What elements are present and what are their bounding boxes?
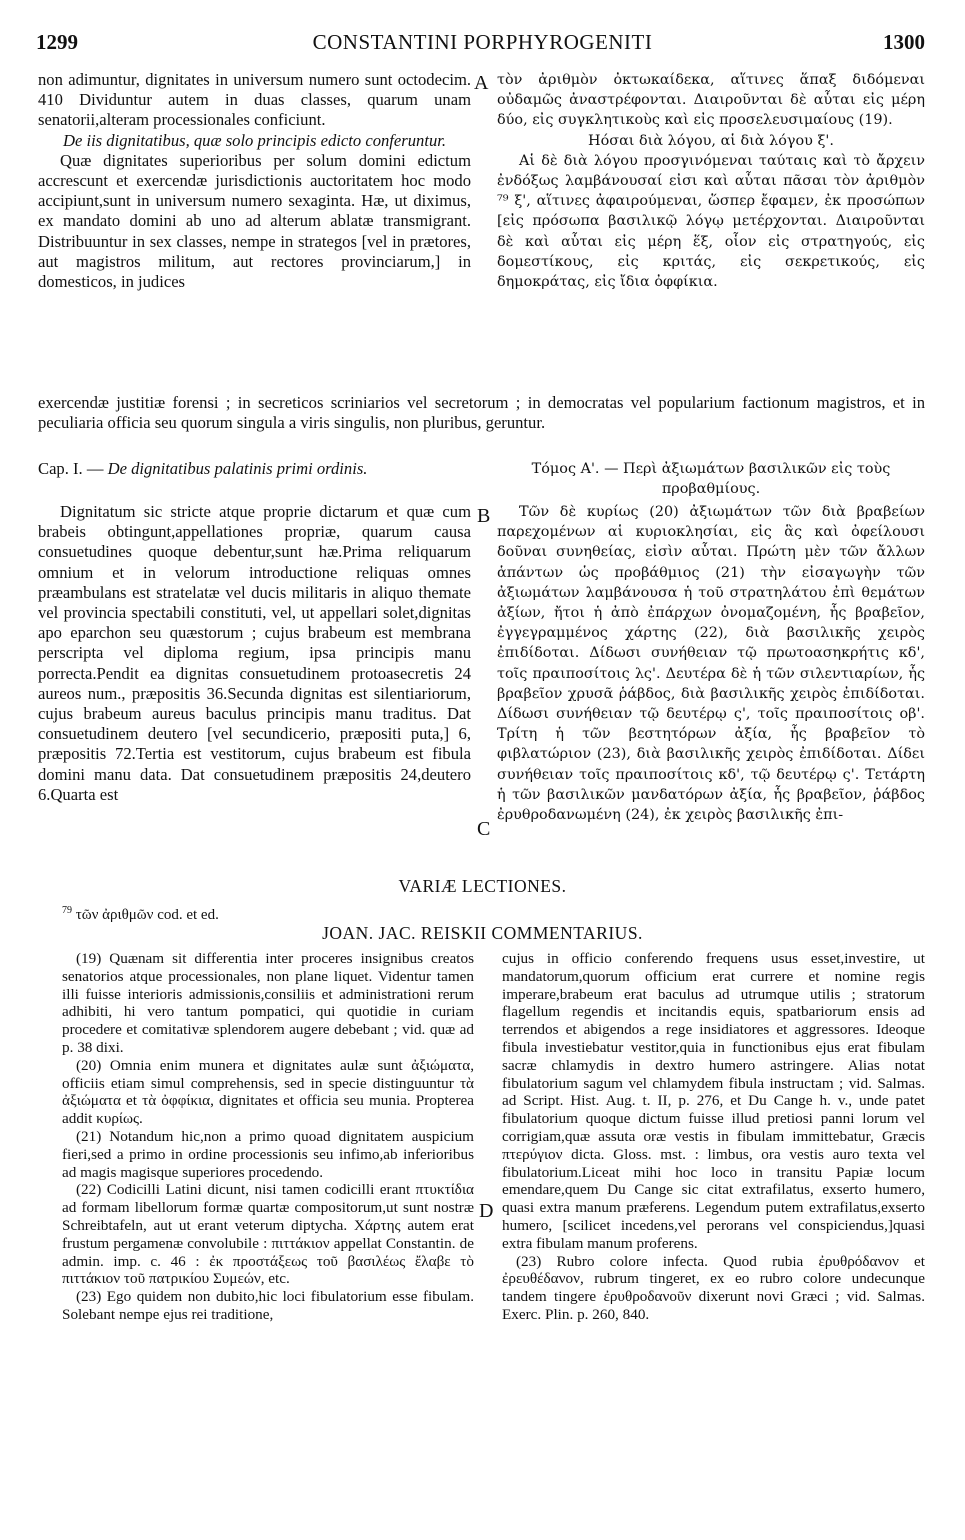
commentary-note-20: (20) Omnia enim munera et dignitates aulæ sunt ἀξιώματα, officiis etiam simul comprehensis, sed in specie distinguuntur τὰ ἀξιώματα et τὰ ὀφφίκια, dignitates et officia seu munia. Propterea addit κυρίως.	[62, 1056, 474, 1128]
latin-chapter-text: Dignitatum sic stricte atque proprie dictarum et quæ cum brabeis obtingunt,appellationes propriæ, quarum causa consuetudines quoque debentur,sunt hæ.Prima reliquarum omnium et in velorum introductione reliquas omnes præambulans est stratelatæ vel ducis militaris in aliquo themate vel provincia spectabili constituti, vel, ut appellari solet,dignitas apo eparchon seu quæstorum ; cujus brabeum est membrana perscripta vel diploma regium, ipsa principis manu porrecta.Pendit ea dignitas consuetudinem protoasecretis 24 aureos num., præpositis 36.Secunda dignitas est silentiariorum, cujus brabeum aureus baculus principis manu traditus. Dat consuetudinem deutero [vel secundicerio, præpositi puta,] 6, præpositis 72.Tertia est vestitorum, cujus brabeum est fibula domini manu data. Dat consuetudinem præpositis 24,deutero 6.Quarta est	[38, 502, 471, 804]
latin-column-top	[38, 70, 471, 292]
greek-column-middle	[497, 502, 925, 825]
section-marker-c: C	[477, 818, 491, 840]
chapter-title-latin: De dignitatibus palatinis primi ordinis.	[107, 459, 368, 478]
footnote-79	[62, 905, 219, 924]
footnote-number: 79	[62, 905, 72, 916]
commentary-note-19: (19) Quænam sit differentia inter proceres insignibus creatos senatorios atque processionales, non plane liquet. Videntur tamen illi fuisse interioris admissionis,consiliis et administrationi rerum adhibiti, hi vero tantum pompatici, qui quotidie in curiam procedere et comitativæ splendorem augere debebant ; vid. quæ ad p. 38 dixi.	[62, 950, 474, 1056]
latin-paragraph-1: non adimuntur, dignitates in universum numero sunt octodecim. 410 Dividuntur autem in duas classes, quarum unam senatorii,alteram processionales conficiunt.	[38, 70, 471, 130]
latin-full-width-paragraph	[38, 393, 925, 433]
commentary-heading: JOAN. JAC. REISKII COMMENTARIUS.	[322, 923, 643, 943]
latin-column-middle	[38, 502, 471, 805]
page-number-right: 1300	[883, 30, 925, 54]
chapter-prefix: Cap. I. —	[38, 459, 108, 478]
commentary-left-column	[62, 950, 474, 1324]
page-number-left: 1299	[36, 30, 78, 54]
section-marker-a: A	[474, 72, 489, 94]
greek-section-heading: Ηόσαι διὰ λόγου, αἱ διὰ λόγου ξ'.	[588, 132, 834, 149]
greek-chapter-text: Τῶν δὲ κυρίως (20) ἀξιωμάτων τῶν διὰ βραβείων παρεχομένων αἱ κυριοκλησίαι, εἰς ἃς καὶ ὀφείλουσι δοῦναι συνηθείας, εἰσὶν αὗται. Πρώτη μὲν τῶν ἄλλων ἁπάντων ὡς προβάθμιος (21) τὴν εἰσαγωγὴν τῶν ἀξιωμάτων λαμβάνουσα ἡ τοῦ στρατηλάτου ἐπὶ θεμάτων ἀξίων, ἤτοι ἡ ἀπὸ ἐπάρχων ὀνομαζομένη, ἧς βραβεῖον, ἐγγεγραμμένος χάρτης (22), διὰ βασιλικῆς χειρὸς ἐπιδίδοται. Δίδωσι συνήθειαν τῷ πρωτοασηκρήτις κδ', τοῖς πραιποσίτοις λς'. Δευτέρα δὲ ἡ τῶν σιλεντιαρίων, ἧς βραβεῖον χρυσᾶ ῥάβδος, διὰ βασιλικῆς χειρὸς ἐπιδίδοται. Δίδωσι συνήθειαν τῷ δευτέρῳ ς', τοῖς πραιποσίτοις οβ'. Τρίτη ἡ τῶν βεστητόρων ἀξία, ἧς βραβεῖον τὸ φιβλατώριον (23), διὰ βασιλικῆς χειρὸς ἐπιδίδοται. Δίδει συνήθειαν τοῖς πραιποσίτοις κδ', τῷ δευτέρῳ ς'. Τετάρτη ἡ τῶν βασιλικῶν μανδατόρων ἀξία, ἧς βραβεῖον, ῥάβδος ἐρυθροδανωμένη (24), ἐκ χειρὸς βασιλικῆς ἐπι-	[497, 504, 925, 824]
latin-paragraph-2: Quæ dignitates superioribus per solum domini edictum accrescunt et exercendæ jurisdictionis auctoritatem hoc modo accipiunt,sunt in universum numero sexaginta. Hæ, ut diximus, ex mandato domini ab uno ad alterum ablatæ transmigrant. Distribuuntur in sex classes, nempe in strategos [vel in prætores, aut magistros militum, aut rectores provinciarum,] in domesticos, in judices	[38, 150, 471, 292]
greek-paragraph-1: τὸν ἀριθμὸν ὀκτωκαίδεκα, αἵτινες ἅπαξ διδόμεναι οὐδαμῶς ἀναστρέφονται. Διαιροῦνται δὲ αὗται εἰς μέρη δύο, εἰς συγκλητικοὺς καὶ εἰς προσελευσιμαίους (19).	[497, 72, 925, 129]
commentary-note-22: (22) Codicilli Latini dicunt, nisi tamen codicilli erant πτυκτίδια ad formam libellorum formæ quartæ compositorum,ut sunt nostræ Schreibtafeln, aut ut erant veterum diptycha. Χάρτης autem erat frustum pergamenæ convolubile : πιττάκιον appellat Constantin. de admin. imp. c. 46 : ἐκ προστάξεως τοῦ βασιλέως ἔλαβε τὸ πιττάκιον τοῦ πατρικίου Συμεών, etc.	[62, 1181, 474, 1288]
commentary-note-23-continued: cujus in officio conferendo frequens usus esset,investire, ut mandatorum,quorum officium erat currere et nomine regis imperare,brabeum erat baculus ad utrumque utilis ; stratorum flagellum regendis et incitandis equis, spatbariorum ensis ad terrendos et abigendos a rege insidiatores et aggressores. Ideoque fibula investiebatur vestitor,quia in functionibus ejus erat fibulam sacræ chlamydis in dextro humero astringere. Alias notat fibulatorium sagum vel chlamydem fibula instructam ; vid. Salmas. ad Script. Hist. Aug. t. II, p. 276, et Du Cange h. v., unde patet fibulatorium quoque dictum fuisse illud pretiosi panni lorum vel corrigiam,quæ assuta oræ vestis in fibulam immittebatur, Græcis πτερύγιον dicta. Gloss. mst. : limbus, ora vestis auro texta vel fibulatorium.Liceat mihi hoc loco in transitu Papiæ locum emendare,quem Du Cange sic citat extrafilatus, exserto humero, quasi extra manum præferens. Legendum putem extrafilatus,exserto humero, [scilicet incedens,vel perorans vel conspiciendus,]quasi extra fibulam manum proferens.	[502, 950, 925, 1252]
section-marker-b: B	[477, 505, 491, 527]
variae-lectiones-heading: VARIÆ LECTIONES.	[398, 876, 567, 896]
commentary-note-23b: (23) Rubro colore infecta. Quod rubia ἐρυθρόδανον et ἐρευθέδανον, rubrum tingeret, ex eo rubro colore undecunque tandem tingere ἐρυθροδανοῦν dixerunt novi Græci ; vid. Salmas. Exerc. Plin. p. 260, 840.	[502, 1252, 925, 1323]
footnote-text: τῶν ἀριθμῶν cod. et ed.	[75, 907, 219, 923]
greek-paragraph-2: Αἱ δὲ διὰ λόγου προσγινόμεναι ταύταις καὶ τὸ ἄρχειν ἐνδόξως λαμβάνουσαί εἰσι καὶ αὗται πᾶσαι τὸν ἀριθμὸν ⁷⁹ ξ', αἵτινες ἀφαιρούμεναι, ὥσπερ ἔφαμεν, ἐκ προσώπων [εἰς πρόσωπα βασιλικῷ λόγῳ μετέρχονται. Διαιροῦνται δὲ καὶ αὗται εἰς μέρη ἕξ, οἷον εἰς στρατηγούς, εἰς δομεστίκους, εἰς κριτάς, εἰς σεκρετικούς, εἰς δημοκράτας, εἰς ἴδια ὀφφίκια.	[497, 152, 925, 291]
commentary-right-column	[502, 950, 925, 1324]
commentary-note-23a: (23) Ego quidem non dubito,hic loci fibulatorium esse fibulam. Solebant nempe ejus rei traditione,	[62, 1288, 474, 1323]
greek-column-top	[497, 70, 925, 292]
commentary-note-21: (21) Notandum hic,non a primo quoad dignitatem auspicium fieri,sed a primo in ordine processionis seu infimo,ab inferioribus ad magis magisque superiores procedendo.	[62, 1127, 474, 1181]
running-title: CONSTANTINI PORPHYROGENITI	[312, 30, 653, 54]
chapter-heading-latin	[38, 459, 471, 479]
chapter-heading-greek	[497, 459, 925, 499]
chapter-title-greek: Τόμος Α'. — Περὶ ἀξιωμάτων βασιλικῶν εἰς τοὺς προβαθμίους.	[531, 461, 891, 498]
latin-full-width-text: exercendæ justitiæ forensi ; in secreticos scriniarios vel secretorum ; in democratas vel popularium factionum magistros, et in peculiaria officia seu quorum singula a viris singulis, non pluribus, geruntur.	[38, 393, 925, 433]
latin-section-heading: De iis dignitatibus, quæ solo principis edicto conferuntur.	[62, 130, 447, 150]
section-marker-d: D	[479, 1200, 494, 1222]
